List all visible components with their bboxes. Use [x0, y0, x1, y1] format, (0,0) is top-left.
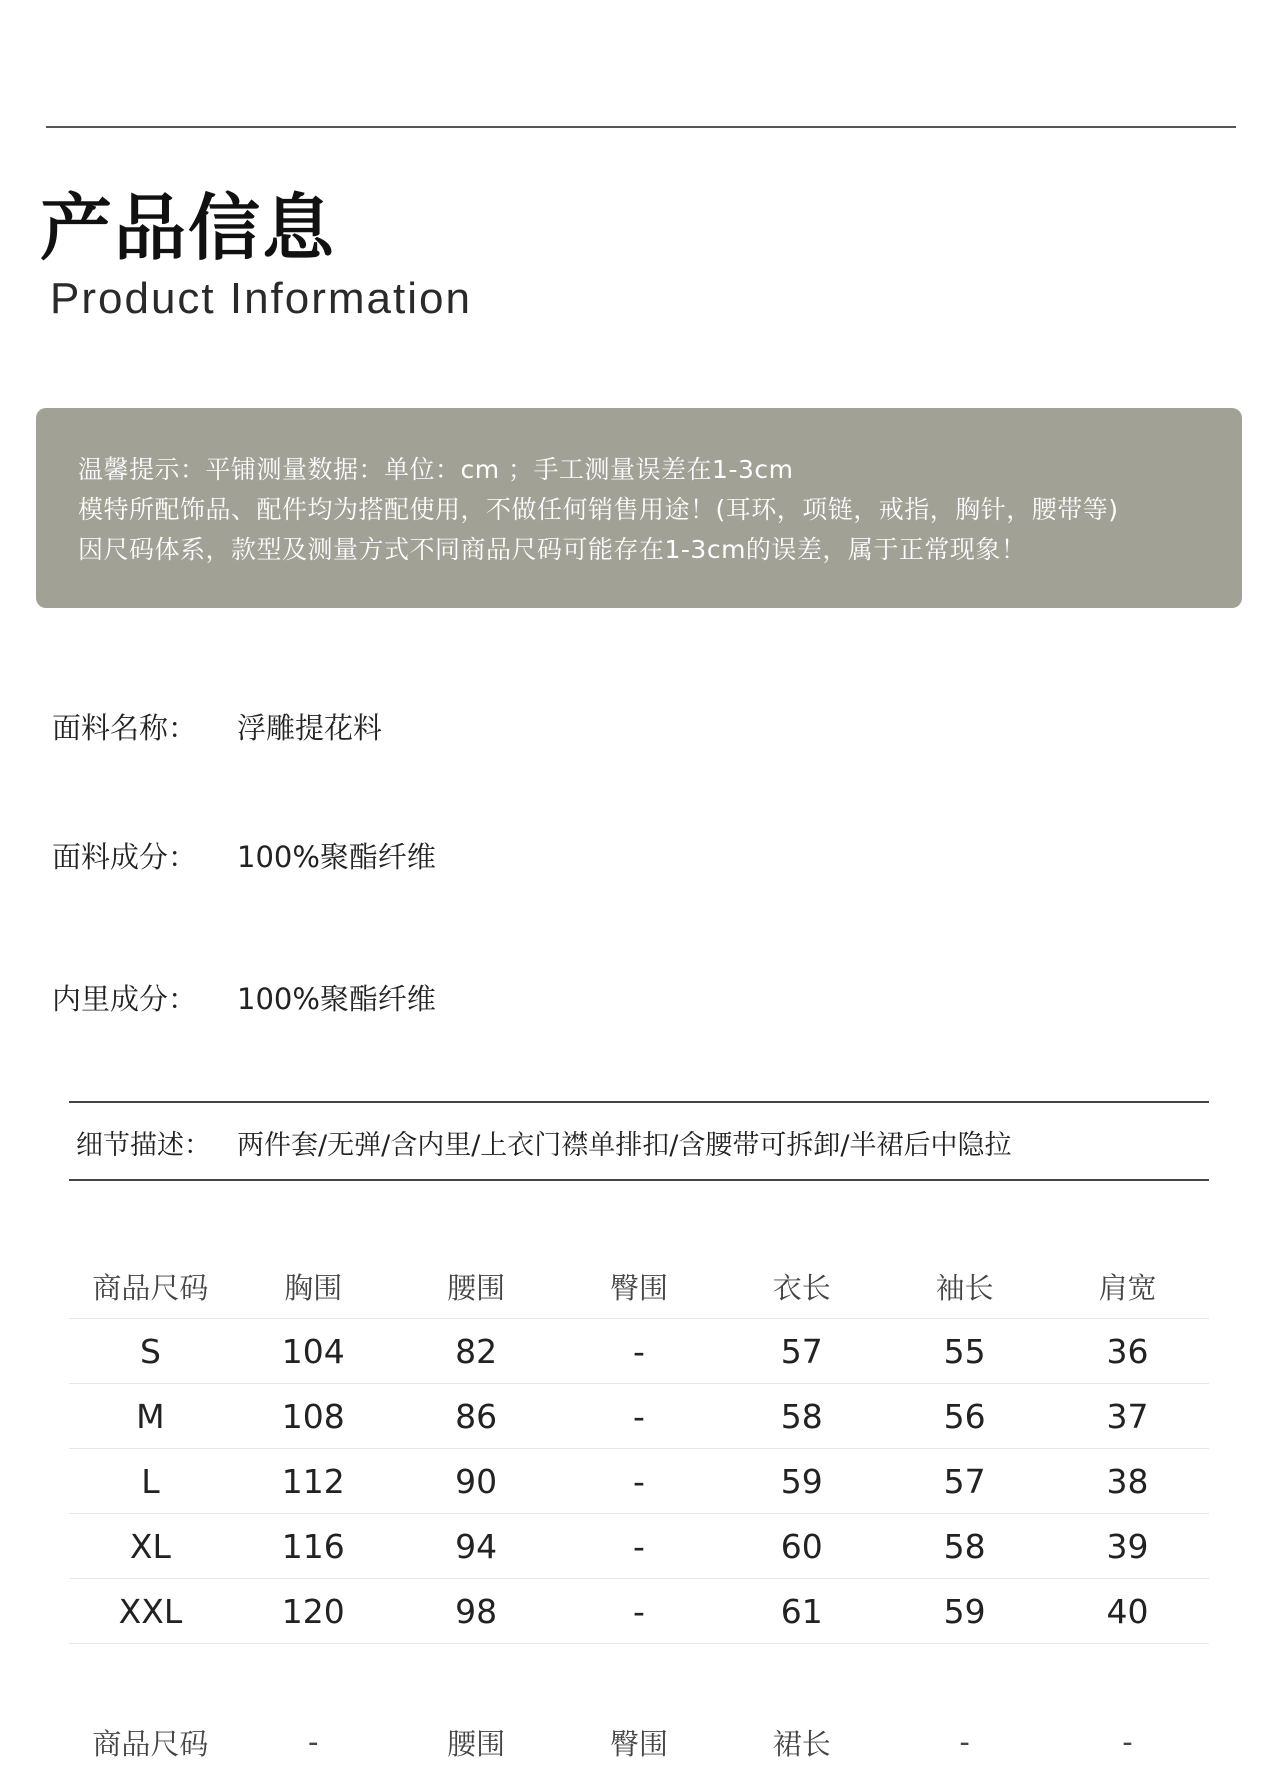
- skirt-header-size: 商品尺码: [92, 1726, 209, 1761]
- table-cell: L: [69, 1449, 232, 1514]
- table-cell: 94: [395, 1514, 558, 1579]
- header-sleeve: 袖长: [883, 1255, 1046, 1319]
- size-table: [69, 1255, 1209, 1644]
- table-cell: 40: [1046, 1579, 1209, 1644]
- table-cell: S: [69, 1319, 232, 1384]
- table-cell: 57: [720, 1319, 883, 1384]
- header-shoulder: 肩宽: [1046, 1255, 1209, 1319]
- table-cell: 98: [395, 1579, 558, 1644]
- page-subtitle: Product Information: [50, 274, 472, 323]
- skirt-size-table: [69, 1713, 1209, 1771]
- table-row: [69, 1514, 1209, 1579]
- table-cell: M: [69, 1384, 232, 1449]
- table-cell: 86: [395, 1384, 558, 1449]
- page-title: 产品信息: [40, 186, 337, 270]
- table-cell: 120: [232, 1579, 395, 1644]
- table-cell: -: [558, 1579, 721, 1644]
- table-cell: 82: [395, 1319, 558, 1384]
- skirt-header-empty-2: -: [959, 1725, 970, 1759]
- skirt-header-length: 裙长: [772, 1726, 831, 1761]
- lining-composition-label: 内里成分：: [52, 982, 198, 1016]
- table-cell: -: [558, 1514, 721, 1579]
- table-row: [69, 1384, 1209, 1449]
- header-waist: 腰围: [395, 1255, 558, 1319]
- fabric-composition-value: 100%聚酯纤维: [237, 840, 436, 874]
- table-cell: XL: [69, 1514, 232, 1579]
- fabric-composition-label: 面料成分：: [52, 840, 198, 874]
- notice-line-1: 温馨提示：平铺测量数据：单位：cm ；手工测量误差在1-3cm: [78, 455, 794, 484]
- table-row: [69, 1319, 1209, 1384]
- table-cell: -: [558, 1319, 721, 1384]
- table-row: [69, 1449, 1209, 1514]
- table-cell: 108: [232, 1384, 395, 1449]
- table-cell: 56: [883, 1384, 1046, 1449]
- header-length: 衣长: [720, 1255, 883, 1319]
- table-cell: 58: [720, 1384, 883, 1449]
- fabric-name-value: 浮雕提花料: [237, 711, 383, 745]
- table-cell: -: [558, 1384, 721, 1449]
- fabric-name-label: 面料名称：: [52, 711, 198, 745]
- fabric-composition-row: [52, 835, 436, 876]
- top-divider: [46, 126, 1236, 128]
- lining-composition-row: [52, 977, 436, 1018]
- detail-label: 细节描述：: [76, 1130, 211, 1161]
- table-cell: 39: [1046, 1514, 1209, 1579]
- table-cell: 90: [395, 1449, 558, 1514]
- header-bust: 胸围: [232, 1255, 395, 1319]
- table-cell: 60: [720, 1514, 883, 1579]
- table-cell: 36: [1046, 1319, 1209, 1384]
- skirt-header-empty-3: -: [1122, 1725, 1133, 1759]
- table-cell: 104: [232, 1319, 395, 1384]
- skirt-header-empty-1: -: [308, 1725, 319, 1759]
- skirt-table-header: [69, 1713, 1209, 1771]
- table-cell: 58: [883, 1514, 1046, 1579]
- skirt-header-waist: 腰围: [447, 1726, 506, 1761]
- header-size: 商品尺码: [69, 1255, 232, 1319]
- table-cell: 116: [232, 1514, 395, 1579]
- detail-description: [69, 1101, 1209, 1181]
- table-cell: 37: [1046, 1384, 1209, 1449]
- table-cell: 55: [883, 1319, 1046, 1384]
- table-cell: 57: [883, 1449, 1046, 1514]
- table-cell: 59: [883, 1579, 1046, 1644]
- size-table-header: [69, 1255, 1209, 1319]
- fabric-name-row: [52, 706, 382, 747]
- table-cell: 112: [232, 1449, 395, 1514]
- detail-value: 两件套/无弹/含内里/上衣门襟单排扣/含腰带可拆卸/半裙后中隐拉: [237, 1130, 1012, 1161]
- header-hip: 臀围: [558, 1255, 721, 1319]
- table-cell: 59: [720, 1449, 883, 1514]
- table-row: [69, 1579, 1209, 1644]
- skirt-header-hip: 臀围: [609, 1726, 668, 1761]
- notice-line-3: 因尺码体系，款型及测量方式不同商品尺码可能存在1-3cm的误差，属于正常现象！: [78, 535, 1027, 564]
- table-cell: -: [558, 1449, 721, 1514]
- table-cell: 61: [720, 1579, 883, 1644]
- lining-composition-value: 100%聚酯纤维: [237, 982, 436, 1016]
- table-cell: XXL: [69, 1579, 232, 1644]
- table-cell: 38: [1046, 1449, 1209, 1514]
- notice-box: [36, 408, 1242, 608]
- notice-line-2: 模特所配饰品、配件均为搭配使用，不做任何销售用途！(耳环，项链，戒指，胸针，腰带等): [78, 495, 1119, 524]
